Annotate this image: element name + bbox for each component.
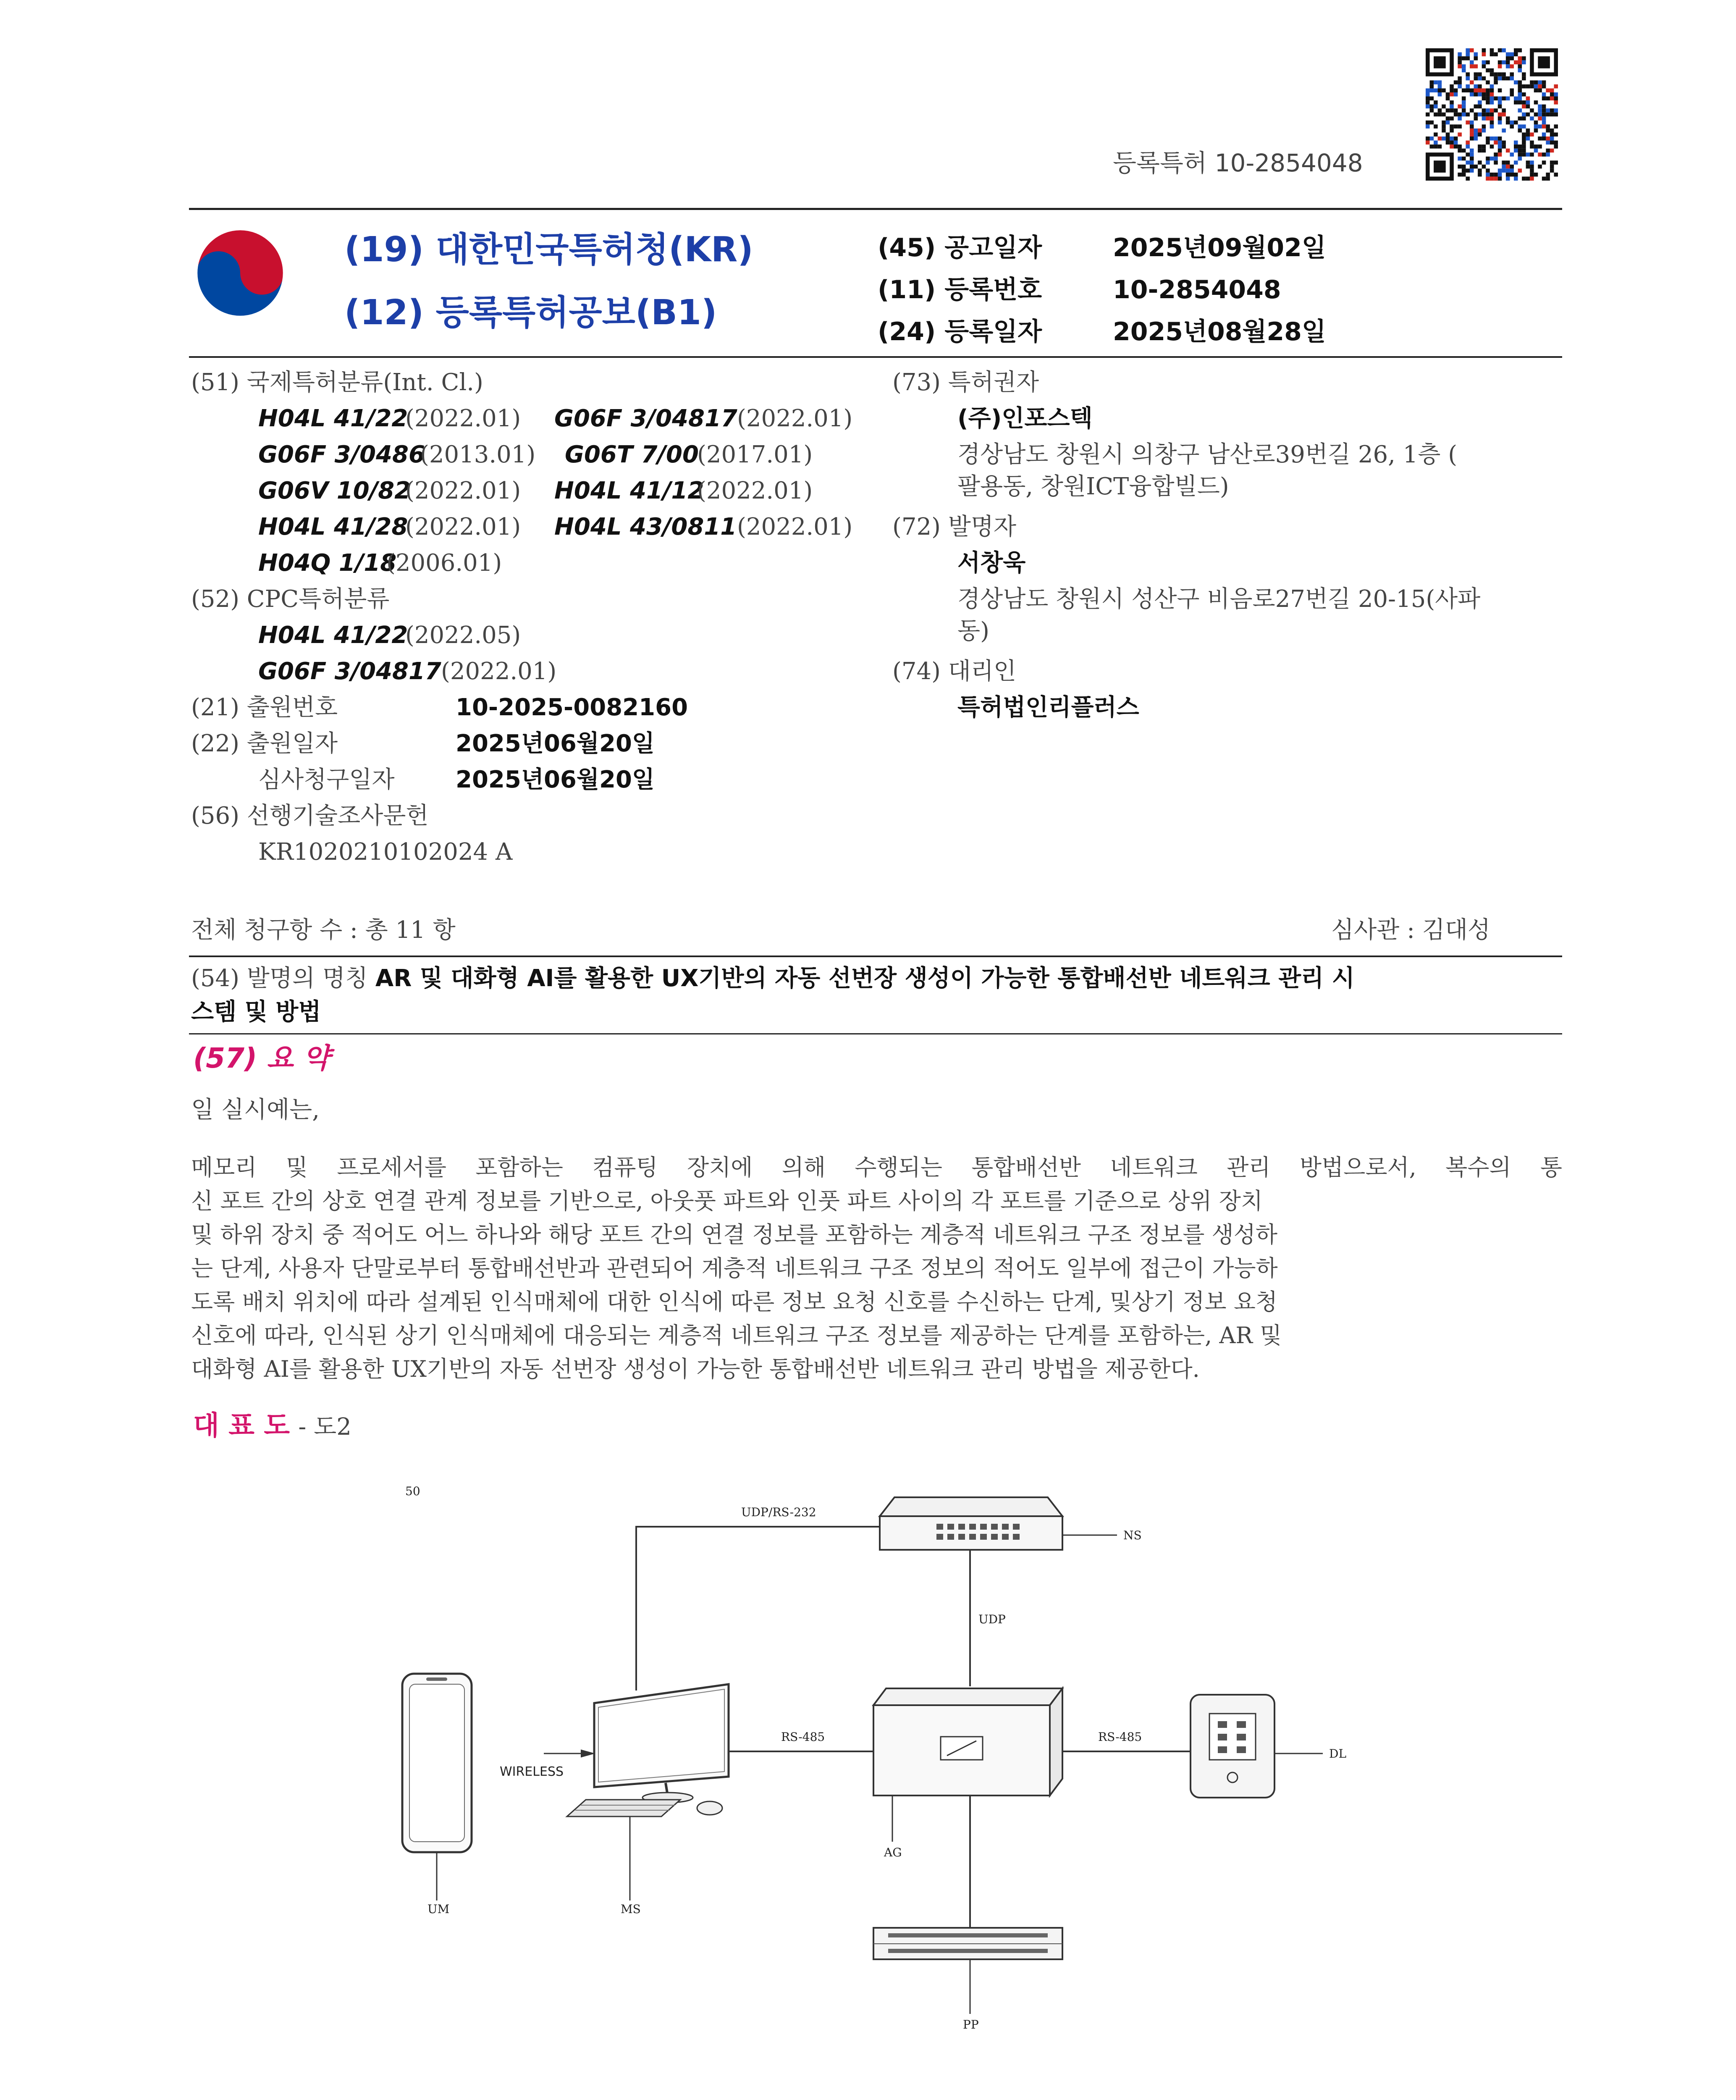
smartphone-um	[402, 1674, 472, 1852]
header-rule	[189, 356, 1562, 358]
abstract-line: 신호에 따라, 인식된 상기 인식매체에 대응되는 계층적 네트워크 구조 정보를 제공하는 단계를 포함하는, AR 및	[191, 1322, 1282, 1349]
label-ms: MS	[621, 1902, 641, 1916]
patentee-address: 팔용동, 창원ICT융합빌드)	[957, 473, 1229, 500]
office-name: (19) 대한민국특허청(KR)	[344, 230, 753, 270]
label-udp: UDP	[978, 1612, 1006, 1626]
total-claims: 전체 청구항 수 : 총 11 항	[191, 916, 456, 944]
label-um: UM	[427, 1902, 450, 1916]
inventor-name: 서창욱	[957, 549, 1026, 577]
publication-type: (12) 등록특허공보(B1)	[344, 293, 717, 333]
title-label: (54) 발명의 명칭	[191, 965, 368, 992]
prior-art-label: (56) 선행기술조사문헌	[191, 802, 429, 830]
wireless-arrowhead	[582, 1751, 592, 1756]
cpc-code: H04L 41/22	[258, 622, 408, 649]
representative-drawing	[193, 1405, 351, 1448]
patentee-name: (주)인포스텍	[957, 405, 1093, 432]
figure-2-diagram	[378, 1462, 1386, 2050]
application-number: 10-2025-0082160	[456, 694, 688, 721]
inventor-address: 동)	[957, 617, 989, 645]
patch-panel-pp	[873, 1928, 1062, 1959]
ipc-date: (2006.01)	[386, 549, 502, 577]
ipc-code: H04L 41/12	[554, 477, 704, 504]
inventor-label: (72) 발명자	[892, 513, 1017, 541]
abstract-line: 신 포트 간의 상호 연결 관계 정보를 기반으로, 아웃풋 파트와 인풋 파트 사이의 각 포트를 기준으로 상위 장치	[191, 1188, 1263, 1214]
examiner: 심사관 : 김대성	[1331, 916, 1491, 944]
exam-request-date-label: 심사청구일자	[258, 766, 395, 793]
figure-reference: 50	[405, 1484, 420, 1498]
publication-date-label: (45) 공고일자	[878, 233, 1042, 262]
qr-code-icon	[1426, 48, 1558, 181]
top-rule	[189, 208, 1562, 210]
registration-number-label: (11) 등록번호	[878, 275, 1042, 304]
ipc-code: H04L 43/0811	[554, 513, 737, 541]
label-udp-rs232: UDP/RS-232	[741, 1505, 816, 1519]
representative-drawing-label: 대 표 도	[193, 1410, 290, 1441]
label-ag: AG	[884, 1845, 902, 1859]
application-number-label: (21) 출원번호	[191, 694, 338, 721]
inventor-address: 경상남도 창원시 성산구 비음로27번길 20-15(사파	[957, 585, 1481, 613]
abstract-body	[191, 1151, 1562, 1386]
ipc-date: (2022.01)	[737, 513, 853, 541]
filing-date: 2025년06월20일	[456, 730, 655, 757]
ipc-code: G06V 10/82	[258, 477, 411, 504]
network-switch-ns	[880, 1497, 1062, 1550]
ipc-code: H04Q 1/18	[258, 549, 397, 577]
abstract-line: 및 하위 장치 중 적어도 어느 하나와 해당 포트 간의 연결 정보를 포함하는 계층적 네트워크 구조 정보를 생성하	[191, 1221, 1278, 1248]
doc-number-top: 등록특허 10-2854048	[1113, 149, 1363, 177]
ipc-date: (2022.01)	[405, 477, 521, 504]
ipc-date: (2022.01)	[737, 405, 853, 432]
ipc-code: H04L 41/28	[258, 513, 408, 541]
ipc-date: (2022.01)	[405, 405, 521, 432]
abstract-intro: 일 실시예는,	[191, 1096, 320, 1124]
filing-date-label: (22) 출원일자	[191, 730, 338, 757]
registration-date-label: (24) 등록일자	[878, 317, 1042, 346]
label-dl: DL	[1329, 1747, 1347, 1761]
ipc-code: G06F 3/0486	[258, 441, 425, 468]
claims-rule	[189, 956, 1562, 957]
registration-number: 10-2854048	[1113, 275, 1281, 304]
title-rule	[189, 1033, 1562, 1034]
label-pp: PP	[963, 2018, 979, 2032]
representative-drawing-value: - 도2	[298, 1413, 351, 1441]
computer-ms	[567, 1684, 729, 1816]
label-wireless: WIRELESS	[500, 1764, 564, 1779]
registration-date: 2025년08월28일	[1113, 317, 1326, 346]
ipc-code: H04L 41/22	[258, 405, 408, 432]
patentee-label: (73) 특허권자	[892, 369, 1039, 396]
cpc-date: (2022.05)	[405, 622, 521, 649]
ipc-date: (2017.01)	[697, 441, 813, 468]
kipo-emblem-icon	[194, 227, 286, 319]
line-ms-ns	[636, 1527, 880, 1690]
display-panel-dl	[1191, 1695, 1274, 1798]
patentee-address: 경상남도 창원시 의창구 남산로39번길 26, 1층 (	[957, 441, 1458, 468]
prior-art-document: KR1020210102024 A	[258, 838, 513, 866]
abstract-line: 메모리 및 프로세서를 포함하는 컴퓨팅 장치에 의해 수행되는 통합배선반 네트워크 관리 방법으로서, 복수의 통	[191, 1154, 1562, 1181]
label-ns: NS	[1123, 1528, 1142, 1542]
ipc-date: (2013.01)	[420, 441, 536, 468]
agent-label: (74) 대리인	[892, 658, 1017, 685]
title-line-1: AR 및 대화형 AI를 활용한 UX기반의 자동 선번장 생성이 가능한 통합배선반 네트워크 관리 시	[375, 965, 1355, 992]
exam-request-date: 2025년06월20일	[456, 766, 655, 793]
cpc-label: (52) CPC특허분류	[191, 585, 390, 613]
cpc-date: (2022.01)	[441, 658, 557, 685]
cpc-code: G06F 3/04817	[258, 658, 441, 685]
publication-date: 2025년09월02일	[1113, 233, 1326, 262]
abstract-line: 도록 배치 위치에 따라 설계된 인식매체에 대한 인식에 따른 정보 요청 신호를 수신하는 단계, 및상기 정보 요청	[191, 1289, 1278, 1315]
ipc-code: G06F 3/04817	[554, 405, 737, 432]
abstract-line: 대화형 AI를 활용한 UX기반의 자동 선번장 생성이 가능한 통합배선반 네트워크 관리 방법을 제공한다.	[191, 1356, 1200, 1382]
controller-ag	[873, 1688, 1062, 1796]
abstract-heading: (57) 요 약	[193, 1042, 330, 1074]
abstract-line: 는 단계, 사용자 단말로부터 통합배선반과 관련되어 계층적 네트워크 구조 정보의 적어도 일부에 접근이 가능하	[191, 1255, 1278, 1281]
label-rs485-left: RS-485	[781, 1730, 825, 1744]
ipc-code: G06T 7/00	[565, 441, 699, 468]
agent-name: 특허법인리플러스	[957, 694, 1139, 721]
ipc-label: (51) 국제특허분류(Int. Cl.)	[191, 369, 483, 396]
invention-title	[191, 962, 1355, 995]
ipc-date: (2022.01)	[405, 513, 521, 541]
ipc-date: (2022.01)	[697, 477, 813, 504]
title-line-2: 스템 및 방법	[191, 998, 321, 1026]
label-rs485-right: RS-485	[1098, 1730, 1142, 1744]
